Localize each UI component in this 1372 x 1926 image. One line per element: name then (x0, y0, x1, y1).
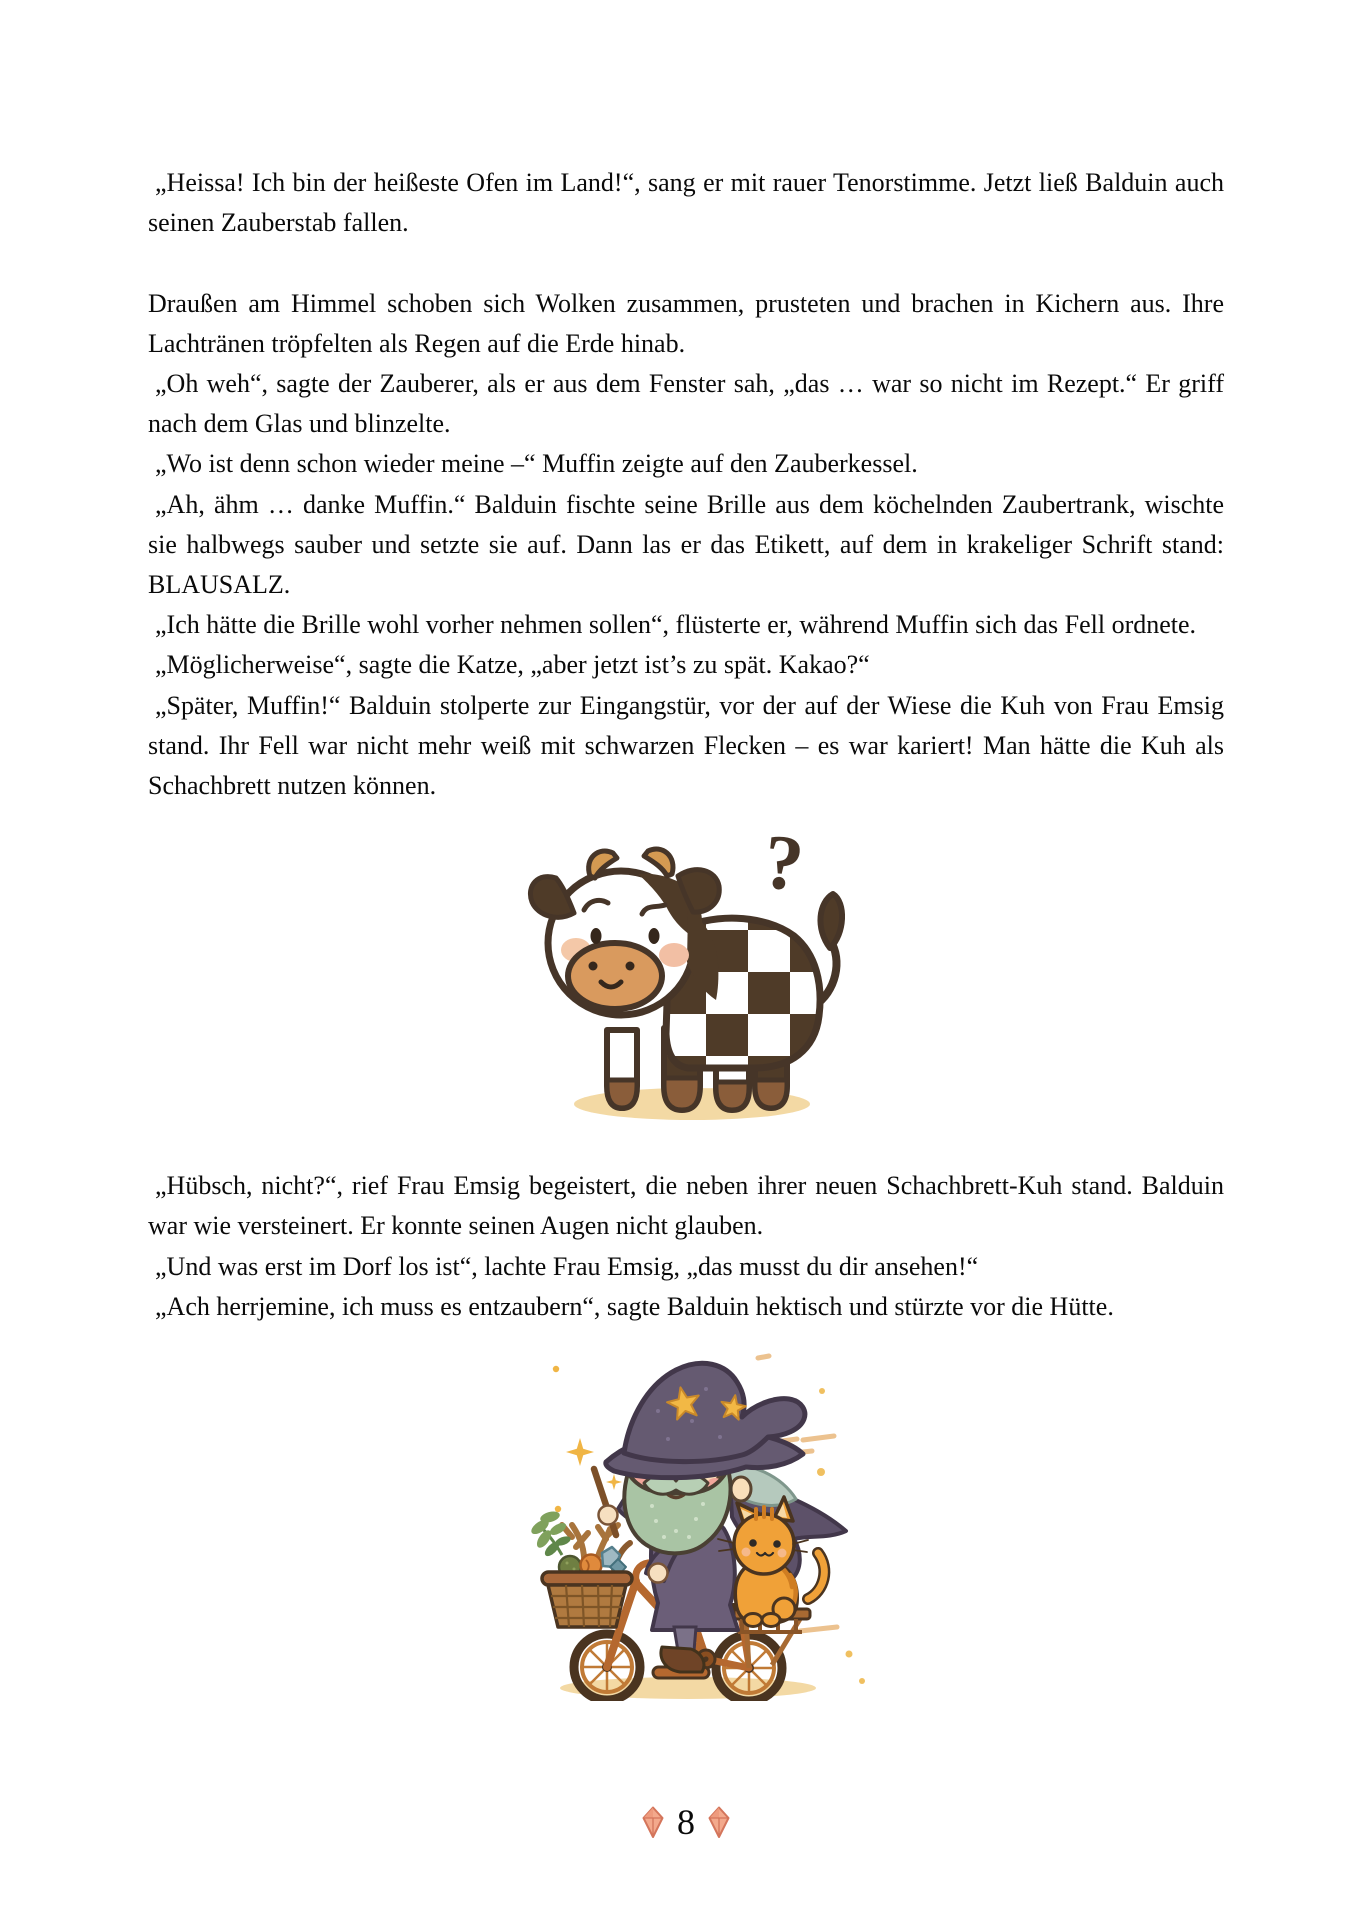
story-paragraph: „Später, Muffin!“ Balduin stolperte zur Eingangstür, vor der auf der Wiese die Kuh von Frau Emsig stand. Ihr Fell war nicht mehr weiß mit schwarzen Flecken – es war kariert! Man hätte die Kuh als Schachbrett nutzen können. (148, 690, 1224, 801)
left-ear (530, 877, 574, 918)
right-horn (644, 849, 673, 876)
boot (661, 1647, 704, 1672)
story-paragraph: „Oh weh“, sagte der Zauberer, als er aus dem Fenster sah, „das … war so nicht im Rezept.“ Er griff nach dem Glas und blinzelte. (148, 369, 1224, 439)
wizard-illustration (148, 1341, 1224, 1701)
diamond-ornament-icon (642, 1806, 664, 1839)
story-paragraph: „Heissa! Ich bin der heißeste Ofen im Land!“, sang er mit rauer Tenorstimme. Jetzt ließ Balduin auch seinen Zauberstab fallen. (148, 168, 1224, 238)
paragraph-gap (148, 243, 1224, 283)
muzzle (568, 943, 662, 1009)
checkerboard-cow-image (526, 814, 846, 1124)
wizard-ear (731, 1477, 751, 1501)
story-paragraph: „Wo ist denn schon wieder meine –“ Muffin zeigte auf den Zauberkessel. (155, 449, 918, 479)
story-paragraph: „Ah, ähm … danke Muffin.“ Balduin fischte seine Brille aus dem köchelnden Zaubertrank, wischte sie halbwegs sauber und setzte sie auf. Dann las er das Etikett, auf dem in krakeliger Schrift stand: BLAUSALZ. (148, 489, 1224, 600)
story-paragraph: Draußen am Himmel schoben sich Wolken zusammen, prusteten und brachen in Kichern aus. Ihre Lachtränen tröpfelten als Regen auf die Erde hinab. (148, 288, 1224, 358)
question-mark: ? (759, 817, 808, 908)
story-paragraph: „Und was erst im Dorf los ist“, lachte Frau Emsig, „das musst du dir ansehen!“ (155, 1251, 979, 1281)
story-column (148, 163, 1224, 1701)
tail-tuft (820, 894, 842, 948)
story-paragraph: „Möglicherweise“, sagte die Katze, „aber jetzt ist’s zu spät. Kakao?“ (155, 650, 870, 680)
cow-illustration (148, 814, 1224, 1124)
diamond-ornament-icon (708, 1806, 730, 1839)
story-paragraph: „Ich hätte die Brille wohl vorher nehmen sollen“, flüsterte er, während Muffin sich das Fell ordnete. (155, 610, 1197, 640)
hand (649, 1564, 668, 1583)
page-footer (0, 1804, 1372, 1840)
page-number: 8 (677, 1802, 695, 1842)
hand (599, 1506, 618, 1525)
story-paragraph: „Ach herrjemine, ich muss es entzaubern“, sagte Balduin hektisch und stürzte vor die Hütte. (155, 1291, 1114, 1321)
story-paragraph: „Hübsch, nicht?“, rief Frau Emsig begeistert, die neben ihrer neuen Schachbrett-Kuh stand. Balduin war wie versteinert. Er konnte seinen Augen nicht glauben. (148, 1171, 1224, 1241)
wizard-on-bicycle-image (506, 1341, 866, 1701)
